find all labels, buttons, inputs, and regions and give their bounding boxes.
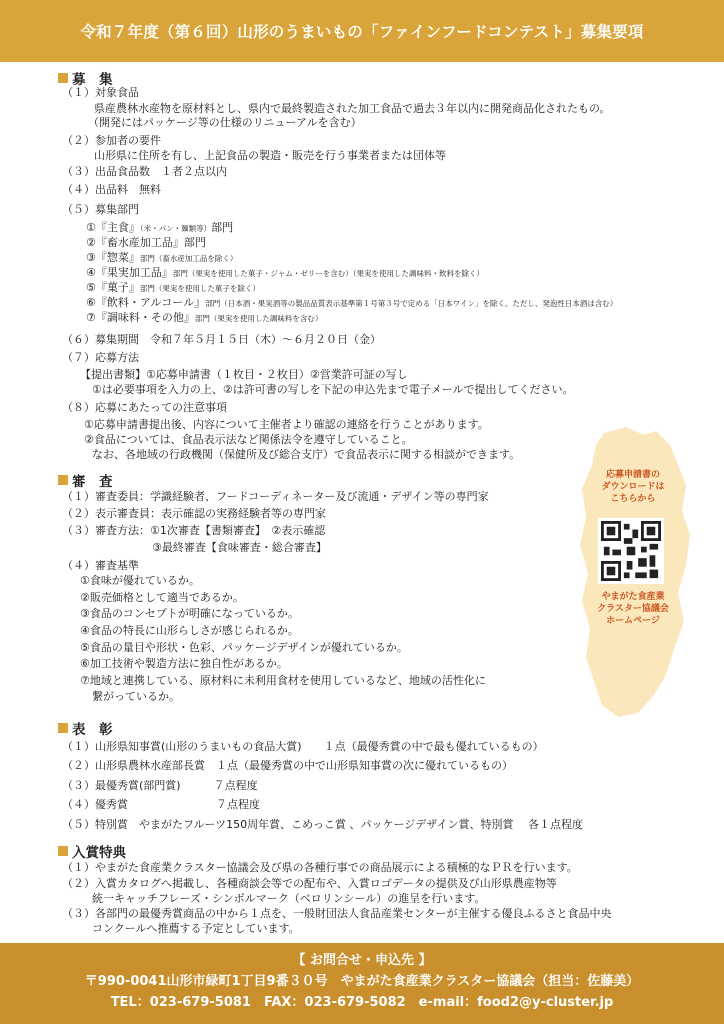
download-text: こちらから [610,494,656,504]
recruit-line: （７）応募方法 [62,351,139,364]
recruit-line: （６）募集期間 令和７年５月１５日（木）～６月２０日（金） [62,333,381,346]
section-heading-benefit: 入賞特典 [58,841,126,861]
review-line: ③食品のコンセプトが明確になっているか。 [80,607,299,620]
review-line: ⑦地域と連携している、原材料に未利用食材を使用しているなど、地域の活性化に [80,674,486,687]
square-bullet-icon [58,475,68,485]
recruit-line: ②食品については、食品表示法など関係法令を遵守していること。 [84,433,413,446]
review-line: （４）審査基準 [62,559,139,572]
review-line: （２）表示審査員：表示確認の実務経験者等の専門家 [62,507,326,520]
award-line: （４）優秀賞 ７点程度 [62,798,260,811]
recruit-line: ①は必要事項を入力の上、②は許可書の写しを下記の申込先まで電子メールで提出してください。 [92,383,574,396]
award-line: （１）山形県知事賞(山形のうまいもの食品大賞) １点（最優秀賞の中で最も優れているもの） [62,740,544,753]
section-heading-recruit: 募 集 [58,68,113,88]
section-heading-review: 審 査 [58,470,113,490]
benefit-line: 統一キャッチフレーズ・シンボルマーク（ベロリンシール）の進呈を行います。 [92,892,486,905]
category-item: ②『畜水産加工品』部門 [86,236,206,249]
recruit-line: なお、各地域の行政機関（保健所及び総合支庁）で食品表示に関する相談ができます。 [92,448,521,461]
review-line: ①食味が優れているか。 [80,574,200,587]
org-text: クラスター協議会 [597,604,669,614]
footer-address: 〒990-0041山形市緑町1丁目9番３０号 やまがた食産業クラスター協議会（担当：佐藤美） [84,974,640,989]
benefit-line: コンクールへ推薦する予定としています。 [92,922,300,935]
benefit-line: （２）入賞カタログへ掲載し、各種商談会等での配布や、入賞ロゴデータの提供及び山形県農産物等 [62,877,557,890]
category-item: ⑤『菓子』部門（果実を使用した菓子を除く） [86,281,260,294]
review-line: ④食品の特長に山形らしさが感じられるか。 [80,624,299,637]
category-item: ①『主食』（米・パン・麺類等）部門 [86,221,234,234]
review-line: ②販売価格として適当であるか。 [80,591,244,604]
review-line: （３）審査方法：①1次審査【書類審査】 ②表示確認 [62,524,326,537]
category-item: ⑦『調味料・その他』部門（果実を使用した調味料を含む） [86,311,323,324]
contact-footer [0,943,724,1024]
benefit-line: （３）各部門の最優秀賞商品の中から１点を、一般財団法人食品産業センターが主催する優良ふるさと食品中央 [62,907,612,920]
recruit-line: （５）募集部門 [62,203,139,216]
download-text: ダウンロードは [601,482,665,492]
category-item: ⑥『飲料・アルコール』部門（日本酒・果実酒等の製品品質表示基準第１号第３号で定める「日本ワイン」を除く。ただし、発泡性日本酒は含む） [86,296,618,309]
category-item: ④『果実加工品』部門（果実を使用した菓子・ジャム・ゼリーを含む）（果実を使用した調味料・飲料を除く） [86,266,484,279]
square-bullet-icon [58,846,68,856]
review-line: 繋がっているか。 [92,690,180,703]
footer-heading: 【 お問合せ・申込先 】 [292,953,432,968]
review-line: ⑥加工技術や製造方法に独自性があるか。 [80,657,288,670]
download-text: 応募申請書の [605,470,660,480]
recruit-line: （２）参加者の要件 [62,134,161,147]
recruit-line: （８）応募にあたっての注意事項 [62,401,227,414]
recruit-line: ①応募申請書提出後、内容について主催者より確認の連絡を行うことがあります。 [84,418,489,431]
square-bullet-icon [58,723,68,733]
recruit-line: 山形県に住所を有し、上記食品の製造・販売を行う事業者または団体等 [94,149,446,162]
recruit-line: 県産農林水産物を原材料とし、県内で最終製造された加工食品で過去３年以内に開発商品化されたもの。 [94,102,611,115]
qr-code-icon[interactable] [598,518,664,584]
award-line: （５）特別賞 やまがたフルーツ150周年賞、こめっこ賞 、パッケージデザイン賞、特別賞 各１点程度 [62,818,584,831]
footer-contact[interactable]: TEL：023-679-5081 FAX：023-679-5082 e-mail：food2@y-cluster.jp [110,995,614,1010]
recruit-line: （４）出品料 無料 [62,183,161,196]
category-item: ③『惣菜』部門（畜水産加工品を除く） [86,251,238,264]
org-text: やまがた食産業 [601,592,665,602]
recruit-line: （３）出品食品数 １者２点以内 [62,165,227,178]
section-heading-award: 表 彰 [58,718,113,738]
award-line: （２）山形県農林水産部長賞 １点（最優秀賞の中で山形県知事賞の次に優れているもの） [62,759,513,772]
benefit-line: （１）やまがた食産業クラスター協議会及び県の各種行事での商品展示による積極的なＰＲを行います。 [62,861,578,874]
recruit-line: （開発にはパッケージ等の仕様のリニューアルを含む） [88,116,362,129]
review-line: ⑤食品の量目や形状・色彩、パッケージデザインが優れているか。 [80,641,408,654]
award-line: （３）最優秀賞(部門賞) ７点程度 [62,779,258,792]
review-line: ③最終審査【食味審査・総合審査】 [152,541,327,554]
recruit-line: 【提出書類】①応募申請書（１枚目・２枚目）②営業許可証の写し [80,368,408,381]
review-line: （１）審査委員：学識経験者、フードコーディネーター及び流通・デザイン等の専門家 [62,490,489,503]
org-text: ホームページ [606,616,660,626]
square-bullet-icon [58,73,68,83]
page-title: 令和７年度（第６回）山形のうまいもの「ファインフードコンテスト」募集要項 [0,0,724,62]
recruit-line: （１）対象食品 [62,86,139,99]
